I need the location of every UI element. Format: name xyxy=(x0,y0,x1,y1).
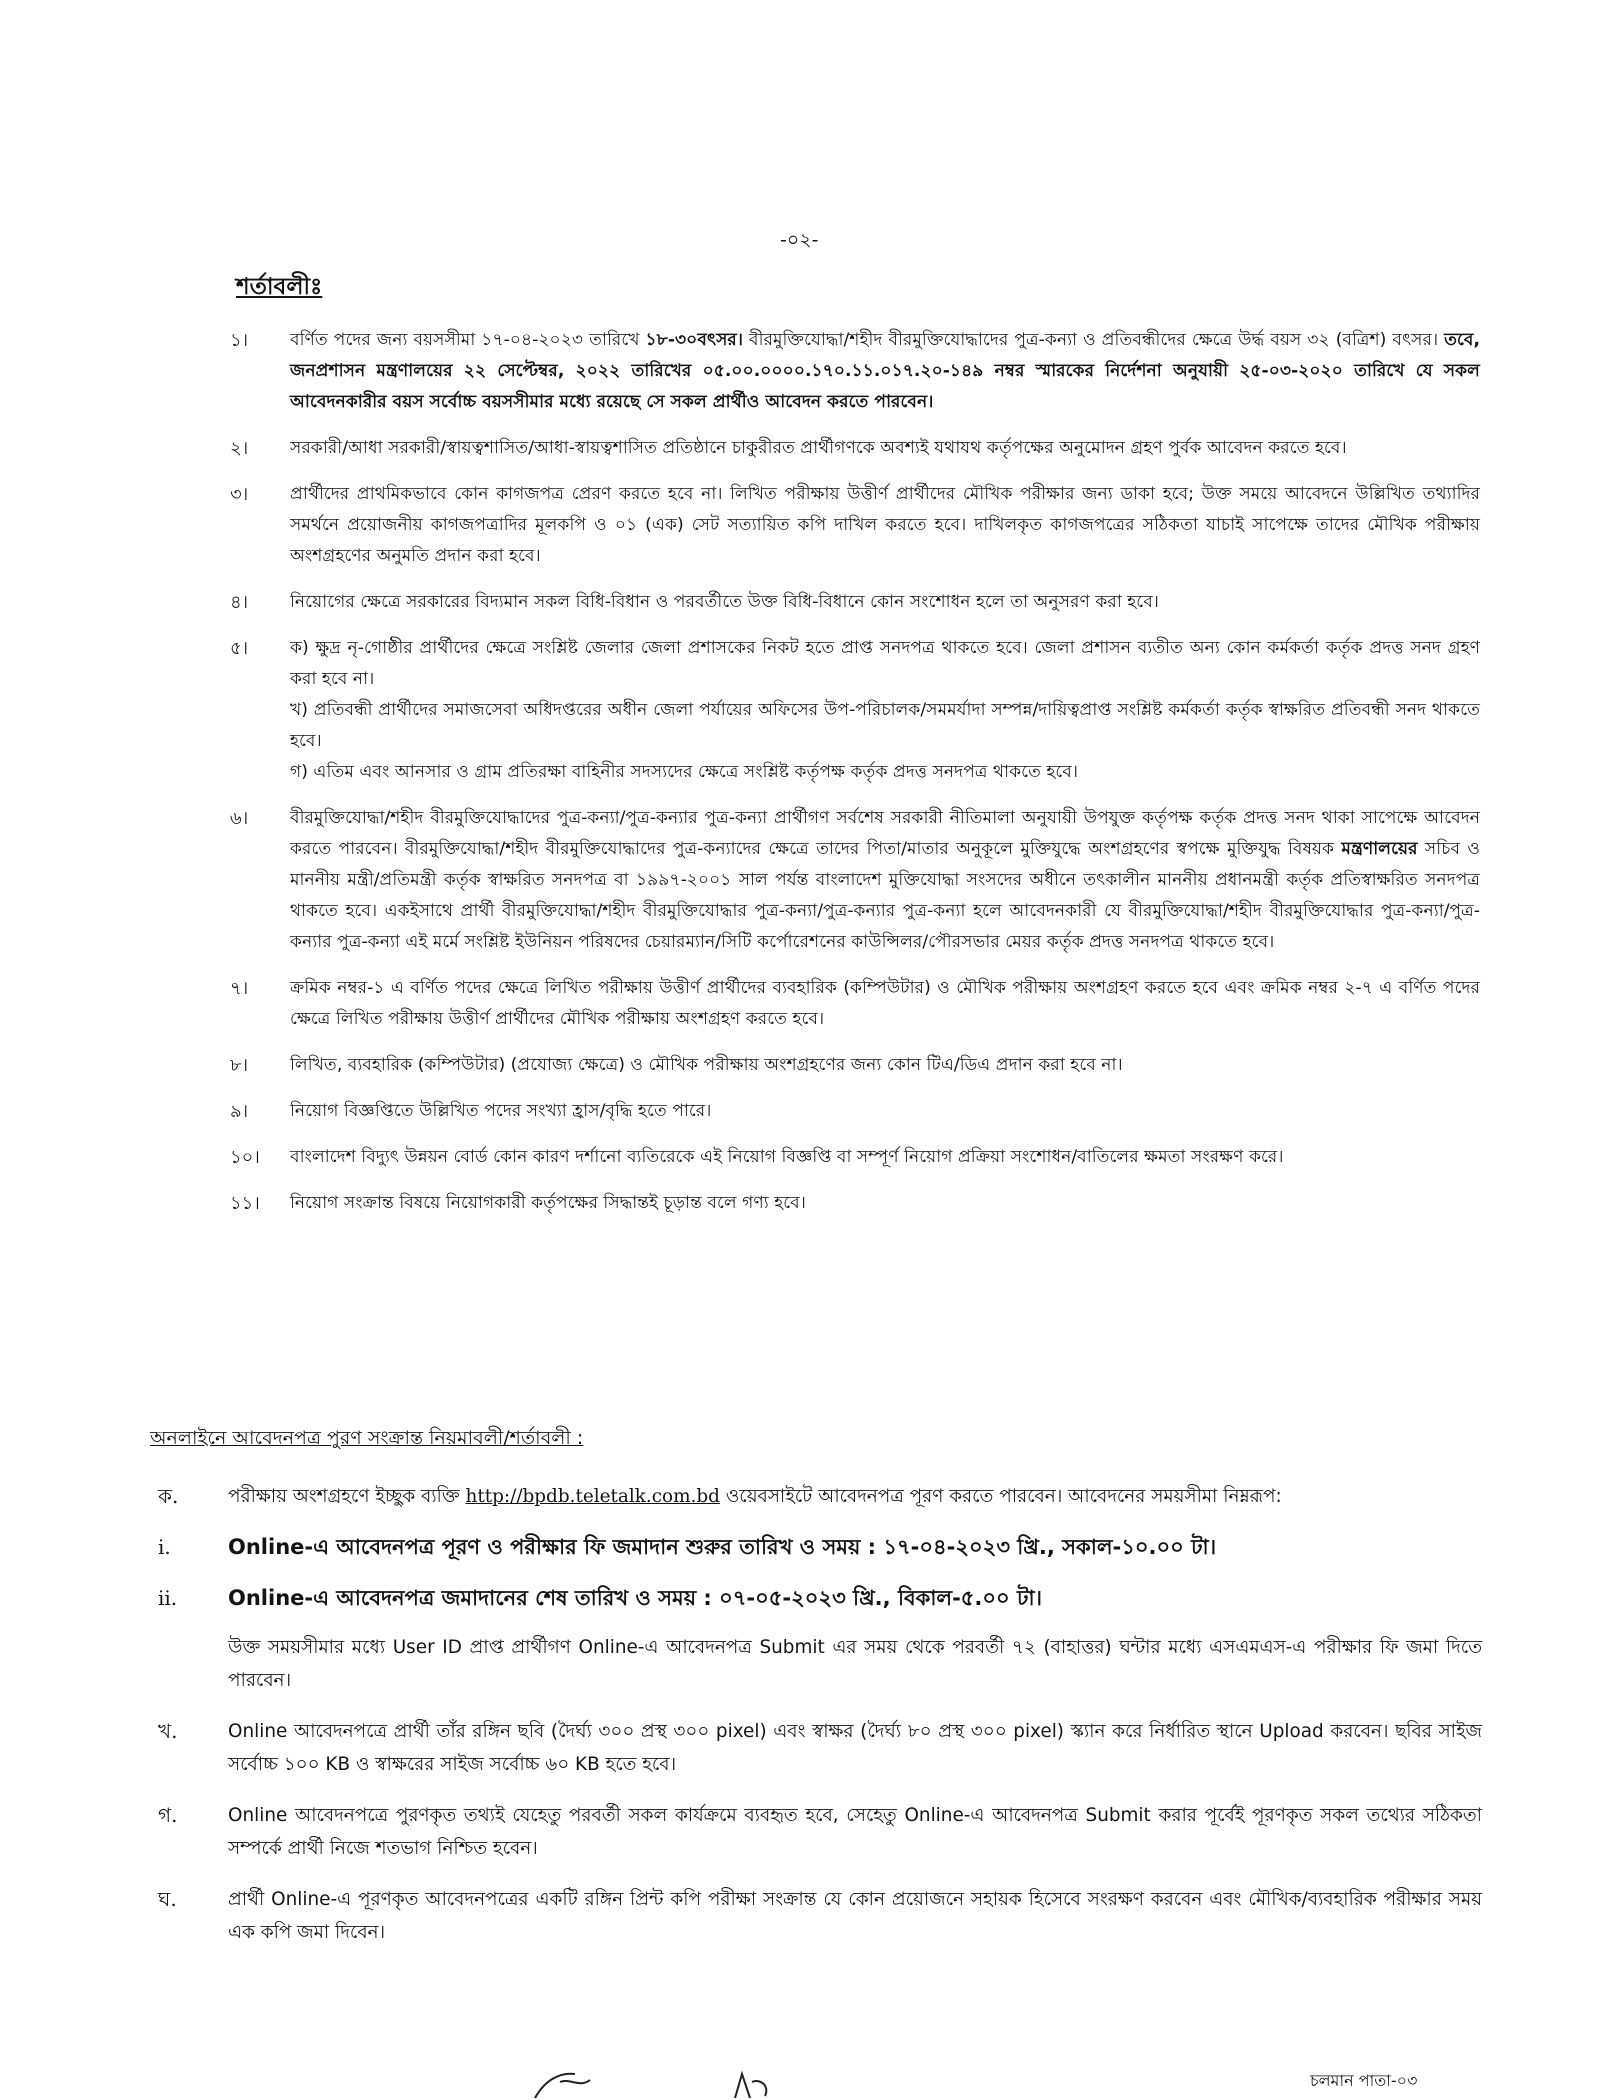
term-number: ৮। xyxy=(230,1055,249,1076)
term-item-3 xyxy=(210,479,1480,572)
terms-list xyxy=(210,325,1480,1234)
term-item-6 xyxy=(210,803,1480,958)
signature-marks xyxy=(520,2060,820,2100)
online-rule-i xyxy=(150,1531,1482,1564)
rule-label: গ. xyxy=(158,1803,178,1827)
rule-text: পরীক্ষায় অংশগ্রহণে ইচ্ছুক ব্যক্তি http://bpdb.teletalk.com.bd ওয়েবসাইটে আবেদনপত্র পূরণ করতে পারবেন। আবেদনের সময়সীমা নিম্নরূপ: xyxy=(228,1486,1282,1507)
fee-note: উক্ত সময়সীমার মধ্যে User ID প্রাপ্ত প্রার্থীগণ Online-এ আবেদনপত্র Submit এর সময় থেকে পরবর্তী ৭২ (বাহাত্তর) ঘন্টার মধ্যে এসএমএস-এ পরীক্ষার ফি জমা দিতে পারবেন। xyxy=(228,1637,1482,1691)
term-text: নিয়োগের ক্ষেত্রে সরকারের বিদ্যমান সকল বিধি-বিধান ও পরবর্তীতে উক্ত বিধি-বিধানে কোন সংশোধন হলে তা অনুসরণ করা হবে। xyxy=(290,592,1159,612)
section-title: শর্তাবলীঃ xyxy=(236,274,323,300)
term-number: ২। xyxy=(230,438,249,459)
term-number: ১০। xyxy=(230,1147,260,1168)
online-rule-ii xyxy=(150,1582,1482,1615)
online-rule-kha xyxy=(150,1715,1482,1781)
term-item-11 xyxy=(210,1188,1480,1219)
term-number: ৩। xyxy=(230,484,249,505)
rule-label: i. xyxy=(158,1535,171,1559)
term-number: ৬। xyxy=(230,808,249,829)
rule-text: Online-এ আবেদনপত্র জমাদানের শেষ তারিখ ও সময় : ০৭-০৫-২০২৩ খ্রি., বিকাল-৫.০০ টা। xyxy=(228,1586,1043,1610)
page-number: -০২- xyxy=(780,229,819,251)
rule-label: ii. xyxy=(158,1586,178,1610)
term-item-10 xyxy=(210,1142,1480,1173)
rule-label: খ. xyxy=(158,1719,178,1743)
term-text: প্রার্থীদের প্রাথমিকভাবে কোন কাগজপত্র প্রেরণ করতে হবে না। লিখিত পরীক্ষায় উত্তীর্ণ প্রার্থীদের মৌখিক পরীক্ষার জন্য ডাকা হবে; উক্ত সময়ে আবেদনে উল্লিখিত তথ্যাদির সমর্থনে প্রয়োজনীয় কাগজপত্রাদির মূলকপি ও ০১ (এক) সেট সত্যায়িত কপি দাখিল করতে হবে। দাখিলকৃত কাগজপত্রের সঠিকতা যাচাই সাপেক্ষে তাদের মৌখিক পরীক্ষায় অংশগ্রহণের অনুমতি প্রদান করা হবে। xyxy=(290,484,1480,566)
term-text: লিখিত, ব্যবহারিক (কম্পিউটার) (প্রযোজ্য ক্ষেত্রে) ও মৌখিক পরীক্ষায় অংশগ্রহণের জন্য কোন টিএ/ডিএ প্রদান করা হবে না। xyxy=(290,1055,1123,1075)
continued-page-note: চলমান পাতা-০৩ xyxy=(1310,2071,1418,2090)
term-number: ৫। xyxy=(230,638,249,659)
term-text: ক্রমিক নম্বর-১ এ বর্ণিত পদের ক্ষেত্রে লিখিত পরীক্ষায় উত্তীর্ণ প্রার্থীদের ব্যবহারিক (কম্পিউটার) ও মৌখিক পরীক্ষায় অংশগ্রহণ করতে হবে এবং ক্রমিক নম্বর ২-৭ এ বর্ণিত পদের ক্ষেত্রে লিখিত পরীক্ষায় উত্তীর্ণ প্রার্থীদের মৌখিক পরীক্ষায় অংশগ্রহণ করতে হবে। xyxy=(290,978,1480,1029)
term-number: ৪। xyxy=(230,592,249,613)
online-section-title: অনলাইনে আবেদনপত্র পুরণ সংক্রান্ত নিয়মাবলী/শর্তাবলী : xyxy=(150,1427,584,1449)
term-subitem-ka: ক) ক্ষুদ্র নৃ-গোষ্ঠীর প্রার্থীদের ক্ষেত্রে সংশ্লিষ্ট জেলার জেলা প্রশাসকের নিকট হতে প্রাপ্ত সনদপত্র থাকতে হবে। জেলা প্রশাসন ব্যতীত অন্য কোন কর্মকর্তা কর্তৃক প্রদত্ত সনদ গ্রহণ করা হবে না। xyxy=(290,638,1480,689)
term-text xyxy=(290,633,1480,788)
online-rules-list xyxy=(150,1480,1482,1967)
term-item-5 xyxy=(210,633,1480,788)
rule-text: প্রার্থী Online-এ পূরণকৃত আবেদনপত্রের একটি রঙ্গিন প্রিন্ট কপি পরীক্ষা সংক্রান্ত যে কোন প্রয়োজনে সহায়ক হিসেবে সংরক্ষণ করবেন এবং মৌখিক/ব্যবহারিক পরীক্ষার সময় এক কপি জমা দিবেন। xyxy=(228,1889,1482,1943)
term-text: বর্ণিত পদের জন্য বয়সসীমা ১৭-০৪-২০২৩ তারিখে ১৮-৩০বৎসর। বীরমুক্তিযোদ্ধা/শহীদ বীরমুক্তিযোদ্ধাদের পুত্র-কন্যা ও প্রতিবন্ধীদের ক্ষেত্রে উর্দ্ধ বয়স ৩২ (বত্রিশ) বৎসর। তবে, জনপ্রশাসন মন্ত্রণালয়ের ২২ সেপ্টেম্বর, ২০২২ তারিখের ০৫.০০.০০০০.১৭০.১১.০১৭.২০-১৪৯ নম্বর স্মারকের নির্দেশনা অনুযায়ী ২৫-০৩-২০২০ তারিখে যে সকল আবেদনকারীর বয়স সর্বোচ্চ বয়সসীমার মধ্যে রয়েছে সে সকল প্রার্থীও আবেদন করতে পারবেন। xyxy=(290,330,1481,412)
rule-label: ঘ. xyxy=(158,1887,177,1911)
term-subitem-kha: খ) প্রতিবন্ধী প্রার্থীদের সমাজসেবা অধিদপ্তরের অধীন জেলা পর্যায়ের অফিসের উপ-পরিচালক/সমমর্যাদা সম্পন্ন/দায়িত্বপ্রাপ্ত সংশ্লিষ্ট কর্মকর্তা কর্তৃক স্বাক্ষরিত প্রতিবন্ধী সনদ থাকতে হবে। xyxy=(290,700,1480,751)
online-rule-gha xyxy=(150,1883,1482,1949)
term-number: ১। xyxy=(230,330,249,351)
rule-text: Online আবেদনপত্রে পুরণকৃত তথ্যই যেহেতু পরবর্তী সকল কার্যক্রমে ব্যবহৃত হবে, সেহেতু Online-এ আবেদনপত্র Submit করার পূর্বেই পূরণকৃত সকল তথ্যের সঠিকতা সম্পর্কে প্রার্থী নিজে শতভাগ নিশ্চিত হবেন। xyxy=(228,1805,1482,1859)
online-rule-ga xyxy=(150,1799,1482,1865)
term-item-7 xyxy=(210,973,1480,1035)
term-number: ১১। xyxy=(230,1193,260,1214)
term-item-1 xyxy=(210,325,1480,418)
term-text: নিয়োগ বিজ্ঞপ্তিতে উল্লিখিত পদের সংখ্যা হ্রাস/বৃদ্ধি হতে পারে। xyxy=(290,1101,712,1121)
term-number: ৯। xyxy=(230,1101,249,1122)
term-item-9 xyxy=(210,1096,1480,1127)
term-text: বীরমুক্তিযোদ্ধা/শহীদ বীরমুক্তিযোদ্ধাদের পুত্র-কন্যা/পুত্র-কন্যার পুত্র-কন্যা প্রার্থীগণ সর্বশেষ সরকারী নীতিমালা অনুযায়ী উপযুক্ত কর্তৃপক্ষ কর্তৃক প্রদত্ত সনদ থাকা সাপেক্ষে আবেদন করতে পারবেন। বীরমুক্তিযোদ্ধা/শহীদ বীরমুক্তিযোদ্ধাদের পুত্র-কন্যাদের ক্ষেত্রে তাদের পিতা/মাতার অনুকূলে মুক্তিযুদ্ধে অংশগ্রহণের স্বপক্ষে মুক্তিযুদ্ধ বিষয়ক মন্ত্রণালয়ের সচিব ও মাননীয় মন্ত্রী/প্রতিমন্ত্রী কর্তৃক স্বাক্ষরিত সনদপত্র বা ১৯৯৭-২০০১ সাল পর্যন্ত বাংলাদেশ মুক্তিযোদ্ধা সংসদের অধীনে তৎকালীন মাননীয় প্রধানমন্ত্রী কর্তৃক প্রতিস্বাক্ষরিত সনদপত্র থাকতে হবে। একইসাথে প্রার্থী বীরমুক্তিযোদ্ধা/শহীদ বীরমুক্তিযোদ্ধার পুত্র-কন্যা/পুত্র-কন্যার পুত্র-কন্যা হলে আবেদনকারী যে বীরমুক্তিযোদ্ধা/শহীদ বীরমুক্তিযোদ্ধার পুত্র-কন্যা/পুত্র-কন্যার পুত্র-কন্যা এই মর্মে সংশ্লিষ্ট ইউনিয়ন পরিষদের চেয়ারম্যান/সিটি কর্পোরেশনের কাউন্সিলর/পৌরসভার মেয়র কর্তৃক প্রদত্ত সনদপত্র থাকতে হবে। xyxy=(290,808,1481,952)
teletalk-link[interactable]: http://bpdb.teletalk.com.bd xyxy=(465,1486,720,1507)
rule-label: ক. xyxy=(158,1484,179,1508)
term-item-8 xyxy=(210,1050,1480,1081)
term-number: ৭। xyxy=(230,978,249,999)
term-text: সরকারী/আধা সরকারী/স্বায়ত্বশাসিত/আধা-স্বায়ত্বশাসিত প্রতিষ্ঠানে চাকুরীরত প্রার্থীগণকে অবশ্যই যথাযথ কর্তৃপক্ষের অনুমোদন গ্রহণ পুর্বক আবেদন করতে হবে। xyxy=(290,438,1347,458)
term-item-2 xyxy=(210,433,1480,464)
term-text: বাংলাদেশ বিদ্যুৎ উন্নয়ন বোর্ড কোন কারণ দর্শানো ব্যতিরেকে এই নিয়োগ বিজ্ঞপ্তি বা সম্পূর্ণ নিয়োগ প্রক্রিয়া সংশোধন/বাতিলের ক্ষমতা সংরক্ষণ করে। xyxy=(290,1147,1284,1167)
term-text: নিয়োগ সংক্রান্ত বিষয়ে নিয়োগকারী কর্তৃপক্ষের সিদ্ধান্তই চূড়ান্ত বলে গণ্য হবে। xyxy=(290,1193,806,1213)
term-subitem-ga: গ) এতিম এবং আনসার ও গ্রাম প্রতিরক্ষা বাহিনীর সদস্যদের ক্ষেত্রে সংশ্লিষ্ট কর্তৃপক্ষ কর্তৃক প্রদত্ত সনদপত্র থাকতে হবে। xyxy=(290,762,1079,782)
term-item-4 xyxy=(210,587,1480,618)
rule-text: Online-এ আবেদনপত্র পূরণ ও পরীক্ষার ফি জমাদান শুরুর তারিখ ও সময় : ১৭-০৪-২০২৩ খ্রি., সকাল-১০.০০ টা। xyxy=(228,1535,1217,1559)
online-rule-ka xyxy=(150,1480,1482,1513)
rule-text: Online আবেদনপত্রে প্রার্থী তাঁর রঙ্গিন ছবি (দৈর্ঘ্য ৩০০ প্রস্থ ৩০০ pixel) এবং স্বাক্ষর (দৈর্ঘ্য ৮০ প্রস্থ ৩০০ pixel) স্ক্যান করে নির্ধারিত স্থানে Upload করবেন। ছবির সাইজ সর্বোচ্চ ১০০ KB ও স্বাক্ষরের সাইজ সর্বোচ্চ ৬০ KB হতে হবে। xyxy=(228,1721,1482,1775)
